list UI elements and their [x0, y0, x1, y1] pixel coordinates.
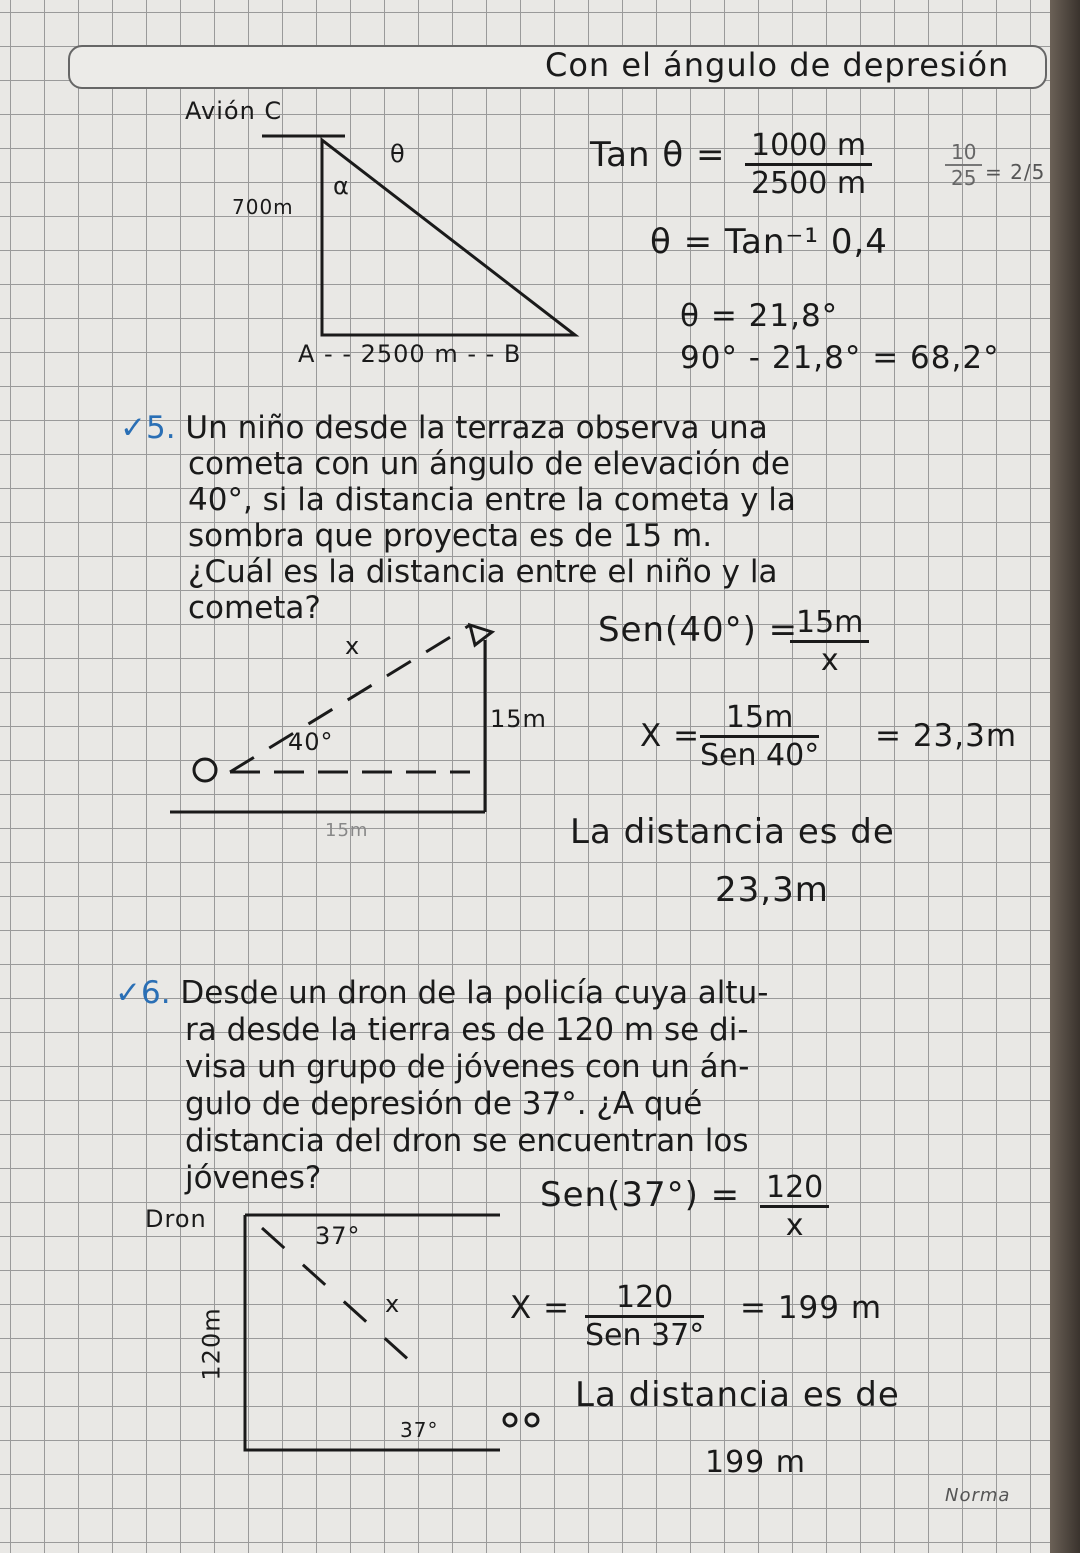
problem-5: [120, 410, 796, 626]
problem-line: Un niño desde la terraza observa una: [185, 410, 768, 446]
tan-lhs: Tan θ =: [590, 135, 726, 175]
x-result: = 199 m: [740, 1290, 883, 1326]
problem-6: [115, 975, 768, 1197]
sen-fraction: [760, 1170, 829, 1243]
theta-inverse: θ = Tan⁻¹ 0,4: [650, 222, 888, 262]
answer-text: La distancia es de: [570, 812, 895, 852]
x-fraction: [585, 1280, 704, 1353]
child-icon: [194, 759, 216, 781]
x-label: x: [345, 632, 361, 660]
theta-label: θ: [390, 140, 406, 168]
numerator: 10: [945, 140, 982, 166]
problem-line: cometa con un ángulo de elevación de: [188, 446, 790, 482]
sen-lhs: Sen(37°) =: [540, 1175, 741, 1215]
drone-label: Dron: [145, 1205, 207, 1233]
kite-icon: [470, 625, 492, 645]
height-label: 15m: [490, 705, 547, 733]
problem-line: ra desde la tierra es de 120 m se di-: [185, 1012, 749, 1048]
height-label: 700m: [232, 195, 294, 219]
problem-line: gulo de depresión de 37°. ¿A qué: [185, 1086, 703, 1122]
problem-line: distancia del dron se encuentran los: [185, 1123, 749, 1159]
angle-label: 40°: [288, 728, 334, 756]
denominator: Sen 37°: [585, 1318, 705, 1353]
x-lhs: X =: [640, 718, 701, 754]
problem-line: 40°, si la distancia entre la cometa y la: [188, 482, 796, 518]
problem-line: Desde un dron de la policía cuya altu-: [180, 975, 769, 1011]
problem-line: cometa?: [188, 590, 321, 626]
alpha-label: α: [333, 172, 350, 200]
denominator: x: [820, 643, 839, 678]
problem-number: 6.: [140, 975, 171, 1011]
problem-line: sombra que proyecta es de 15 m.: [188, 518, 713, 554]
answer-value: 23,3m: [715, 870, 829, 910]
simplified-result: = 2/5: [985, 160, 1046, 184]
sen-lhs: Sen(40°) =: [598, 610, 799, 650]
plane-label: Avión C: [185, 97, 283, 125]
check-mark: ✓: [120, 410, 146, 446]
base-label: A - - 2500 m - - B: [298, 340, 522, 368]
angle-bottom-label: 37°: [400, 1418, 439, 1442]
youth-icon: [526, 1414, 538, 1426]
x-label: x: [385, 1290, 401, 1318]
drone-frame: [245, 1215, 500, 1450]
problem-number: 5.: [145, 410, 176, 446]
numerator: 120: [585, 1280, 704, 1318]
numerator: 120: [760, 1170, 829, 1208]
x-result: = 23,3m: [875, 718, 1018, 754]
numerator: 1000 m: [745, 128, 872, 166]
x-lhs: X =: [510, 1290, 571, 1326]
denominator: 25: [951, 166, 977, 190]
youth-icon: [504, 1414, 516, 1426]
sen-fraction: [790, 605, 869, 678]
problem-line: jóvenes?: [185, 1160, 322, 1196]
denominator: 2500 m: [751, 166, 867, 201]
simplified-fraction: [945, 140, 982, 190]
tan-fraction: [745, 128, 872, 201]
answer-text: La distancia es de: [575, 1375, 900, 1415]
numerator: 15m: [790, 605, 869, 643]
denominator: x: [785, 1208, 804, 1243]
triangle-1: [322, 140, 575, 335]
complement-angle: 90° - 21,8° = 68,2°: [680, 340, 1000, 376]
theta-value: θ = 21,8°: [680, 298, 839, 334]
height-label: 120m: [197, 1307, 226, 1381]
angle-top-label: 37°: [315, 1222, 361, 1250]
header-title: Con el ángulo de depresión: [545, 46, 1010, 84]
base-label: 15m: [325, 820, 369, 841]
denominator: Sen 40°: [700, 738, 820, 773]
x-fraction: [700, 700, 819, 773]
problem-line: ¿Cuál es la distancia entre el niño y la: [188, 554, 778, 590]
answer-value: 199 m: [705, 1445, 807, 1480]
problem-line: visa un grupo de jóvenes con un án-: [185, 1049, 750, 1085]
brand-logo: Norma: [945, 1485, 1011, 1506]
numerator: 15m: [700, 700, 819, 738]
check-mark: ✓: [115, 975, 141, 1011]
